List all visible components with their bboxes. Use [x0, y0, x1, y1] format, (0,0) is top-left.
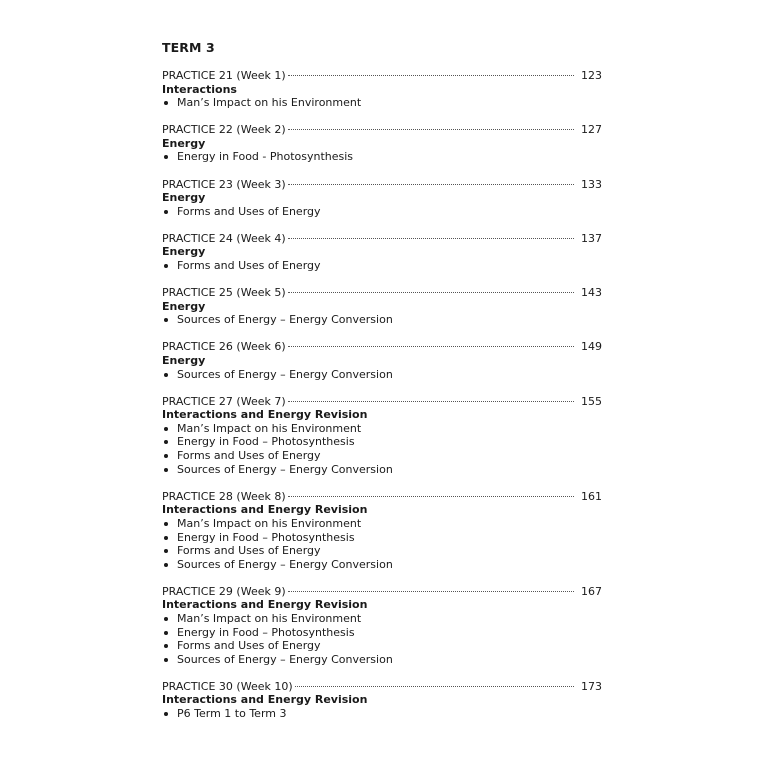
- subject-title: Interactions and Energy Revision: [162, 503, 368, 517]
- dot-leader: [288, 129, 574, 130]
- toc-entry-heading[interactable]: [162, 585, 602, 599]
- toc-entry-heading[interactable]: [162, 340, 602, 354]
- toc-entry: [162, 680, 602, 721]
- topic-list: [162, 150, 602, 164]
- topic-list: [162, 368, 602, 382]
- topic-item: Forms and Uses of Energy: [162, 639, 602, 653]
- toc-entry-heading[interactable]: [162, 178, 602, 192]
- dot-leader: [288, 184, 574, 185]
- topic-item: Sources of Energy – Energy Conversion: [162, 368, 602, 382]
- page-number: 137: [581, 231, 602, 245]
- topic-item: Sources of Energy – Energy Conversion: [162, 558, 602, 572]
- dot-leader: [288, 238, 574, 239]
- dot-leader: [288, 75, 574, 76]
- topic-list: [162, 707, 602, 721]
- subject-title: Energy: [162, 354, 206, 367]
- practice-label: PRACTICE 23 (Week 3): [162, 177, 286, 191]
- subject-title: Energy: [162, 191, 206, 205]
- practice-label: PRACTICE 24 (Week 4): [162, 231, 286, 245]
- toc-entry: [162, 123, 602, 164]
- practice-label: PRACTICE 29 (Week 9): [162, 584, 286, 598]
- page-number: 167: [581, 584, 602, 598]
- page-number: 123: [581, 69, 602, 82]
- page-number: 173: [581, 679, 602, 693]
- page-number: 149: [581, 340, 602, 354]
- toc-entry-heading[interactable]: [162, 123, 602, 137]
- topic-list: [162, 205, 602, 219]
- topic-item: Energy in Food – Photosynthesis: [162, 626, 602, 640]
- topic-list: [162, 313, 602, 327]
- toc-entry-heading[interactable]: [162, 490, 602, 504]
- toc-entry-heading[interactable]: [162, 69, 602, 83]
- practice-label: PRACTICE 27 (Week 7): [162, 394, 286, 408]
- topic-list: [162, 96, 602, 110]
- topic-item: Forms and Uses of Energy: [162, 544, 602, 558]
- toc-entry: [162, 232, 602, 273]
- dot-leader: [295, 686, 574, 687]
- topic-item: Sources of Energy – Energy Conversion: [162, 313, 602, 327]
- practice-label: PRACTICE 22 (Week 2): [162, 123, 286, 137]
- practice-label: PRACTICE 25 (Week 5): [162, 286, 286, 300]
- subject-title: Interactions and Energy Revision: [162, 408, 368, 422]
- topic-item: Energy in Food - Photosynthesis: [162, 150, 602, 164]
- dot-leader: [288, 496, 574, 497]
- dot-leader: [288, 591, 574, 592]
- topic-item: Forms and Uses of Energy: [162, 205, 602, 219]
- practice-label: PRACTICE 30 (Week 10): [162, 679, 293, 693]
- dot-leader: [288, 292, 574, 293]
- toc-entry: [162, 490, 602, 572]
- subject-title: Interactions and Energy Revision: [162, 693, 368, 707]
- subject-title: Interactions: [162, 82, 237, 96]
- toc-entry: [162, 395, 602, 477]
- toc-entry-heading[interactable]: [162, 232, 602, 246]
- topic-item: Sources of Energy – Energy Conversion: [162, 653, 602, 667]
- term-title: TERM 3: [162, 40, 215, 55]
- table-of-contents: [162, 40, 602, 734]
- topic-item: Man’s Impact on his Environment: [162, 612, 602, 626]
- topic-list: [162, 259, 602, 273]
- toc-entries: [162, 69, 602, 721]
- page-number: 155: [581, 394, 602, 408]
- topic-item: Sources of Energy – Energy Conversion: [162, 463, 602, 477]
- practice-label: PRACTICE 26 (Week 6): [162, 340, 286, 354]
- topic-item: Forms and Uses of Energy: [162, 449, 602, 463]
- subject-title: Interactions and Energy Revision: [162, 598, 368, 612]
- toc-entry: [162, 286, 602, 327]
- toc-entry: [162, 340, 602, 381]
- page-number: 127: [581, 123, 602, 137]
- toc-entry: [162, 69, 602, 110]
- subject-title: Energy: [162, 299, 206, 313]
- topic-item: Man’s Impact on his Environment: [162, 517, 602, 531]
- subject-title: Energy: [162, 245, 206, 259]
- topic-item: Man’s Impact on his Environment: [162, 96, 602, 110]
- topic-list: [162, 422, 602, 476]
- page-number: 161: [581, 489, 602, 503]
- topic-item: Energy in Food – Photosynthesis: [162, 531, 602, 545]
- dot-leader: [288, 346, 574, 347]
- practice-label: PRACTICE 28 (Week 8): [162, 489, 286, 503]
- topic-item: Energy in Food – Photosynthesis: [162, 435, 602, 449]
- topic-list: [162, 517, 602, 571]
- dot-leader: [288, 401, 574, 402]
- page-number: 133: [581, 177, 602, 191]
- practice-label: PRACTICE 21 (Week 1): [162, 69, 286, 82]
- toc-entry-heading[interactable]: [162, 395, 602, 409]
- subject-title: Energy: [162, 136, 206, 150]
- topic-item: Forms and Uses of Energy: [162, 259, 602, 273]
- toc-entry: [162, 585, 602, 667]
- topic-item: P6 Term 1 to Term 3: [162, 707, 602, 721]
- toc-entry-heading[interactable]: [162, 286, 602, 300]
- topic-item: Man’s Impact on his Environment: [162, 422, 602, 436]
- topic-list: [162, 612, 602, 666]
- page-number: 143: [581, 286, 602, 300]
- toc-entry-heading[interactable]: [162, 680, 602, 694]
- toc-entry: [162, 178, 602, 219]
